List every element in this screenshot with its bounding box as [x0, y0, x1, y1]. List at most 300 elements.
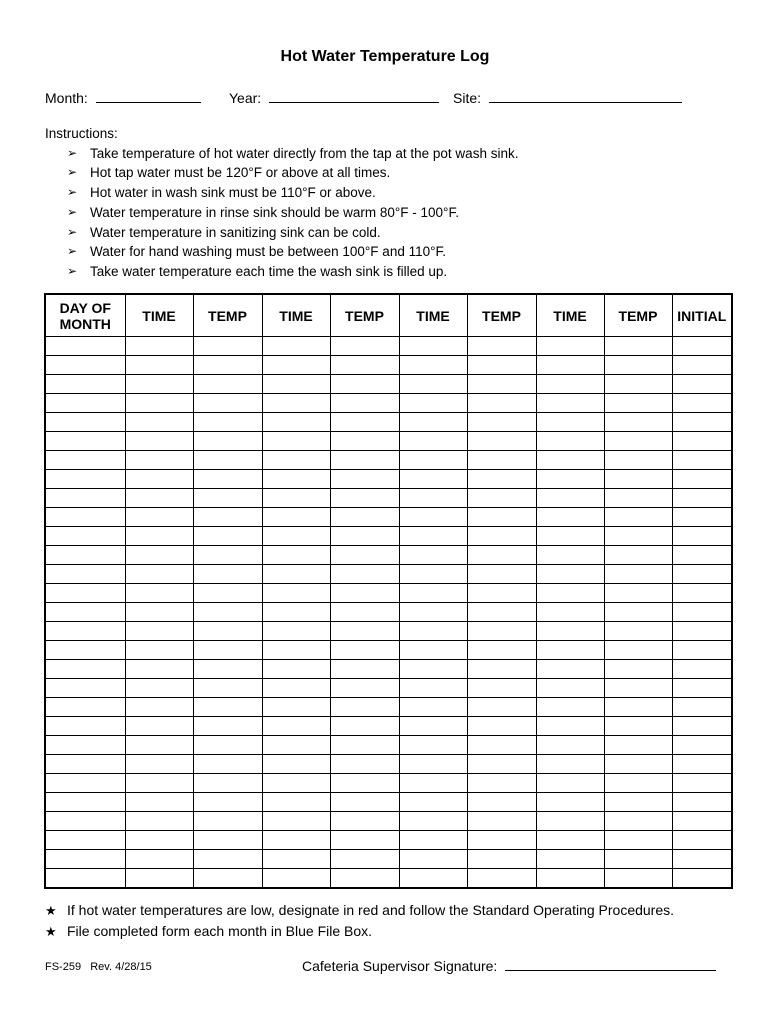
table-cell[interactable] [536, 565, 604, 584]
table-cell[interactable] [262, 736, 330, 755]
table-cell[interactable] [45, 698, 125, 717]
table-cell[interactable] [604, 565, 672, 584]
table-cell[interactable] [45, 356, 125, 375]
table-cell[interactable] [45, 622, 125, 641]
table-cell[interactable] [193, 603, 262, 622]
table-cell[interactable] [536, 432, 604, 451]
table-cell[interactable] [672, 831, 732, 850]
table-cell[interactable] [330, 812, 399, 831]
table-cell[interactable] [604, 793, 672, 812]
table-cell[interactable] [536, 831, 604, 850]
table-cell[interactable] [45, 470, 125, 489]
table-cell[interactable] [330, 698, 399, 717]
table-cell[interactable] [672, 489, 732, 508]
table-cell[interactable] [193, 736, 262, 755]
form-code: FS-259 Rev. 4/28/15 [45, 961, 152, 973]
table-cell[interactable] [467, 546, 536, 565]
table-cell[interactable] [330, 546, 399, 565]
signature-input-line[interactable] [505, 956, 716, 971]
table-cell[interactable] [604, 508, 672, 527]
table-cell[interactable] [125, 774, 193, 793]
table-cell[interactable] [193, 394, 262, 413]
table-cell[interactable] [330, 432, 399, 451]
table-cell[interactable] [399, 470, 467, 489]
table-cell[interactable] [45, 603, 125, 622]
table-cell[interactable] [45, 641, 125, 660]
table-cell[interactable] [330, 831, 399, 850]
table-cell[interactable] [193, 508, 262, 527]
table-cell[interactable] [467, 774, 536, 793]
table-cell[interactable] [125, 793, 193, 812]
table-cell[interactable] [672, 451, 732, 470]
table-cell[interactable] [125, 375, 193, 394]
table-cell[interactable] [125, 394, 193, 413]
table-cell[interactable] [536, 508, 604, 527]
table-cell[interactable] [672, 527, 732, 546]
table-cell[interactable] [399, 622, 467, 641]
table-cell[interactable] [45, 451, 125, 470]
table-cell[interactable] [125, 527, 193, 546]
table-cell[interactable] [399, 831, 467, 850]
table-cell[interactable] [330, 793, 399, 812]
table-cell[interactable] [125, 546, 193, 565]
table-cell[interactable] [330, 869, 399, 889]
table-cell[interactable] [125, 641, 193, 660]
table-cell[interactable] [399, 546, 467, 565]
table-cell[interactable] [193, 432, 262, 451]
table-cell[interactable] [536, 546, 604, 565]
table-cell[interactable] [330, 679, 399, 698]
table-cell[interactable] [467, 356, 536, 375]
table-cell[interactable] [45, 527, 125, 546]
table-cell[interactable] [330, 413, 399, 432]
table-cell[interactable] [262, 850, 330, 869]
table-cell[interactable] [467, 850, 536, 869]
table-cell[interactable] [536, 812, 604, 831]
table-cell[interactable] [672, 793, 732, 812]
table-cell[interactable] [672, 698, 732, 717]
table-cell[interactable] [604, 451, 672, 470]
table-cell[interactable] [604, 831, 672, 850]
table-cell[interactable] [125, 451, 193, 470]
table-cell[interactable] [45, 394, 125, 413]
table-cell[interactable] [193, 774, 262, 793]
table-cell[interactable] [193, 375, 262, 394]
site-input-line[interactable] [489, 88, 682, 103]
table-cell[interactable] [536, 451, 604, 470]
table-cell[interactable] [399, 489, 467, 508]
table-cell[interactable] [536, 603, 604, 622]
table-cell[interactable] [262, 584, 330, 603]
table-cell[interactable] [193, 850, 262, 869]
table-cell[interactable] [330, 337, 399, 356]
table-cell[interactable] [604, 869, 672, 889]
table-cell[interactable] [330, 565, 399, 584]
table-cell[interactable] [262, 774, 330, 793]
table-cell[interactable] [672, 337, 732, 356]
table-cell[interactable] [399, 793, 467, 812]
table-cell[interactable] [193, 812, 262, 831]
table-cell[interactable] [262, 565, 330, 584]
table-cell[interactable] [262, 394, 330, 413]
table-cell[interactable] [125, 812, 193, 831]
table-cell[interactable] [262, 717, 330, 736]
table-cell[interactable] [399, 698, 467, 717]
arrow-bullet-icon: ➢ [67, 185, 78, 200]
table-cell[interactable] [604, 470, 672, 489]
table-cell[interactable] [262, 546, 330, 565]
table-cell[interactable] [604, 356, 672, 375]
table-cell[interactable] [125, 489, 193, 508]
table-cell[interactable] [672, 470, 732, 489]
table-cell[interactable] [536, 717, 604, 736]
table-cell[interactable] [262, 527, 330, 546]
table-cell[interactable] [604, 774, 672, 793]
table-cell[interactable] [467, 527, 536, 546]
table-cell[interactable] [399, 812, 467, 831]
table-cell[interactable] [467, 432, 536, 451]
table-cell[interactable] [604, 413, 672, 432]
table-cell[interactable] [536, 489, 604, 508]
table-cell[interactable] [672, 774, 732, 793]
table-cell[interactable] [262, 451, 330, 470]
table-cell[interactable] [536, 698, 604, 717]
table-cell[interactable] [193, 698, 262, 717]
table-cell[interactable] [45, 660, 125, 679]
table-cell[interactable] [45, 869, 125, 889]
table-cell[interactable] [262, 641, 330, 660]
table-cell[interactable] [45, 831, 125, 850]
table-cell[interactable] [125, 660, 193, 679]
table-cell[interactable] [45, 793, 125, 812]
table-cell[interactable] [467, 584, 536, 603]
table-cell[interactable] [604, 850, 672, 869]
table-cell[interactable] [125, 679, 193, 698]
table-cell[interactable] [330, 755, 399, 774]
table-cell[interactable] [604, 755, 672, 774]
table-cell[interactable] [672, 736, 732, 755]
table-cell[interactable] [125, 850, 193, 869]
table-cell[interactable] [330, 717, 399, 736]
table-cell[interactable] [399, 451, 467, 470]
table-cell[interactable] [193, 451, 262, 470]
table-cell[interactable] [125, 603, 193, 622]
table-cell[interactable] [45, 565, 125, 584]
table-cell[interactable] [467, 508, 536, 527]
table-cell[interactable] [45, 679, 125, 698]
table-cell[interactable] [536, 641, 604, 660]
table-cell[interactable] [672, 394, 732, 413]
table-cell[interactable] [330, 356, 399, 375]
table-cell[interactable] [262, 470, 330, 489]
table-cell[interactable] [45, 546, 125, 565]
table-cell[interactable] [604, 527, 672, 546]
table-cell[interactable] [467, 337, 536, 356]
table-cell[interactable] [672, 755, 732, 774]
table-cell[interactable] [467, 831, 536, 850]
table-cell[interactable] [399, 337, 467, 356]
instruction-item [67, 203, 518, 223]
table-cell[interactable] [262, 831, 330, 850]
table-cell[interactable] [193, 546, 262, 565]
table-cell[interactable] [45, 432, 125, 451]
table-cell[interactable] [193, 622, 262, 641]
table-cell[interactable] [125, 736, 193, 755]
table-cell[interactable] [604, 622, 672, 641]
table-cell[interactable] [262, 755, 330, 774]
table-cell[interactable] [45, 736, 125, 755]
table-cell[interactable] [536, 470, 604, 489]
table-cell[interactable] [193, 565, 262, 584]
table-cell[interactable] [125, 337, 193, 356]
table-cell[interactable] [262, 432, 330, 451]
table-cell[interactable] [330, 470, 399, 489]
table-cell[interactable] [45, 508, 125, 527]
table-cell[interactable] [467, 622, 536, 641]
table-cell[interactable] [45, 717, 125, 736]
table-cell[interactable] [330, 641, 399, 660]
table-cell[interactable] [125, 565, 193, 584]
table-cell[interactable] [193, 679, 262, 698]
table-cell[interactable] [193, 717, 262, 736]
table-cell[interactable] [125, 432, 193, 451]
table-cell[interactable] [125, 470, 193, 489]
table-cell[interactable] [536, 850, 604, 869]
table-cell[interactable] [262, 660, 330, 679]
table-cell[interactable] [262, 698, 330, 717]
table-cell[interactable] [672, 603, 732, 622]
table-cell[interactable] [467, 736, 536, 755]
table-cell[interactable] [45, 850, 125, 869]
table-cell[interactable] [672, 508, 732, 527]
table-cell[interactable] [536, 622, 604, 641]
table-cell[interactable] [399, 679, 467, 698]
table-cell[interactable] [399, 774, 467, 793]
table-cell[interactable] [262, 375, 330, 394]
table-cell[interactable] [604, 660, 672, 679]
table-cell[interactable] [193, 584, 262, 603]
table-cell[interactable] [330, 850, 399, 869]
table-cell[interactable] [536, 337, 604, 356]
table-cell[interactable] [399, 850, 467, 869]
table-cell[interactable] [330, 603, 399, 622]
table-cell[interactable] [193, 413, 262, 432]
table-cell[interactable] [399, 869, 467, 889]
table-cell[interactable] [604, 546, 672, 565]
table-cell[interactable] [672, 641, 732, 660]
table-cell[interactable] [399, 508, 467, 527]
table-cell[interactable] [536, 736, 604, 755]
table-row [45, 717, 732, 736]
table-cell[interactable] [536, 527, 604, 546]
table-cell[interactable] [262, 793, 330, 812]
table-cell[interactable] [125, 869, 193, 889]
table-cell[interactable] [604, 432, 672, 451]
table-cell[interactable] [330, 736, 399, 755]
table-cell[interactable] [330, 394, 399, 413]
table-cell[interactable] [467, 375, 536, 394]
table-cell[interactable] [604, 489, 672, 508]
year-input-line[interactable] [269, 88, 439, 103]
table-cell[interactable] [330, 489, 399, 508]
table-cell[interactable] [193, 793, 262, 812]
table-cell[interactable] [536, 774, 604, 793]
table-cell[interactable] [45, 337, 125, 356]
table-cell[interactable] [604, 394, 672, 413]
table-cell[interactable] [467, 793, 536, 812]
table-cell[interactable] [536, 584, 604, 603]
table-cell[interactable] [399, 717, 467, 736]
table-cell[interactable] [330, 584, 399, 603]
table-cell[interactable] [672, 850, 732, 869]
table-cell[interactable] [262, 489, 330, 508]
table-cell[interactable] [193, 527, 262, 546]
table-cell[interactable] [193, 337, 262, 356]
table-cell[interactable] [330, 660, 399, 679]
table-cell[interactable] [262, 603, 330, 622]
table-cell[interactable] [193, 356, 262, 375]
table-cell[interactable] [672, 356, 732, 375]
table-cell[interactable] [467, 717, 536, 736]
table-cell[interactable] [330, 622, 399, 641]
table-cell[interactable] [672, 432, 732, 451]
table-cell[interactable] [604, 603, 672, 622]
table-cell[interactable] [262, 869, 330, 889]
table-cell[interactable] [399, 736, 467, 755]
table-cell[interactable] [467, 679, 536, 698]
table-cell[interactable] [193, 470, 262, 489]
table-cell[interactable] [262, 413, 330, 432]
table-cell[interactable] [604, 698, 672, 717]
table-cell[interactable] [467, 755, 536, 774]
table-cell[interactable] [399, 565, 467, 584]
table-cell[interactable] [330, 508, 399, 527]
table-cell[interactable] [536, 394, 604, 413]
table-cell[interactable] [672, 584, 732, 603]
table-cell[interactable] [467, 869, 536, 889]
table-cell[interactable] [262, 812, 330, 831]
table-cell[interactable] [45, 755, 125, 774]
table-cell[interactable] [536, 793, 604, 812]
table-row [45, 679, 732, 698]
table-cell[interactable] [45, 584, 125, 603]
table-cell[interactable] [125, 831, 193, 850]
table-cell[interactable] [672, 717, 732, 736]
table-cell[interactable] [604, 717, 672, 736]
table-cell[interactable] [193, 869, 262, 889]
table-cell[interactable] [536, 660, 604, 679]
table-cell[interactable] [672, 565, 732, 584]
table-cell[interactable] [193, 831, 262, 850]
table-cell[interactable] [672, 546, 732, 565]
table-cell[interactable] [467, 603, 536, 622]
table-cell[interactable] [467, 641, 536, 660]
table-cell[interactable] [536, 755, 604, 774]
table-cell[interactable] [604, 812, 672, 831]
table-cell[interactable] [672, 622, 732, 641]
table-cell[interactable] [193, 641, 262, 660]
table-cell[interactable] [193, 755, 262, 774]
table-cell[interactable] [125, 755, 193, 774]
table-cell[interactable] [125, 584, 193, 603]
table-cell[interactable] [262, 622, 330, 641]
table-cell[interactable] [672, 660, 732, 679]
table-cell[interactable] [399, 356, 467, 375]
table-cell[interactable] [262, 356, 330, 375]
table-cell[interactable] [399, 375, 467, 394]
table-cell[interactable] [399, 660, 467, 679]
instruction-text: Water temperature in sanitizing sink can be cold. [90, 224, 381, 240]
table-cell[interactable] [45, 489, 125, 508]
table-cell[interactable] [467, 565, 536, 584]
table-cell[interactable] [604, 375, 672, 394]
table-cell[interactable] [399, 432, 467, 451]
table-cell[interactable] [672, 812, 732, 831]
table-cell[interactable] [399, 394, 467, 413]
table-cell[interactable] [467, 470, 536, 489]
table-cell[interactable] [125, 356, 193, 375]
table-cell[interactable] [45, 413, 125, 432]
table-cell[interactable] [399, 584, 467, 603]
table-cell[interactable] [193, 489, 262, 508]
table-cell[interactable] [604, 736, 672, 755]
table-cell[interactable] [399, 603, 467, 622]
table-cell[interactable] [672, 679, 732, 698]
table-cell[interactable] [604, 584, 672, 603]
table-cell[interactable] [399, 413, 467, 432]
table-cell[interactable] [672, 375, 732, 394]
table-cell[interactable] [262, 679, 330, 698]
table-cell[interactable] [330, 527, 399, 546]
table-cell[interactable] [330, 451, 399, 470]
table-cell[interactable] [262, 337, 330, 356]
table-cell[interactable] [672, 869, 732, 889]
table-cell[interactable] [536, 375, 604, 394]
table-cell[interactable] [125, 717, 193, 736]
table-cell[interactable] [536, 869, 604, 889]
table-cell[interactable] [467, 413, 536, 432]
table-cell[interactable] [536, 679, 604, 698]
table-cell[interactable] [604, 337, 672, 356]
table-cell[interactable] [467, 660, 536, 679]
table-cell[interactable] [467, 812, 536, 831]
month-input-line[interactable] [96, 88, 201, 103]
table-cell[interactable] [45, 774, 125, 793]
table-cell[interactable] [45, 375, 125, 394]
table-cell[interactable] [536, 356, 604, 375]
table-cell[interactable] [604, 679, 672, 698]
table-cell[interactable] [330, 375, 399, 394]
table-cell[interactable] [536, 413, 604, 432]
table-cell[interactable] [467, 394, 536, 413]
table-cell[interactable] [672, 413, 732, 432]
table-cell[interactable] [604, 641, 672, 660]
table-cell[interactable] [125, 413, 193, 432]
table-cell[interactable] [262, 508, 330, 527]
table-cell[interactable] [399, 755, 467, 774]
table-cell[interactable] [399, 527, 467, 546]
table-cell[interactable] [125, 698, 193, 717]
table-cell[interactable] [125, 622, 193, 641]
table-cell[interactable] [330, 774, 399, 793]
table-cell[interactable] [45, 812, 125, 831]
table-cell[interactable] [193, 660, 262, 679]
table-cell[interactable] [125, 508, 193, 527]
table-cell[interactable] [467, 489, 536, 508]
table-cell[interactable] [399, 641, 467, 660]
table-cell[interactable] [467, 451, 536, 470]
table-cell[interactable] [467, 698, 536, 717]
